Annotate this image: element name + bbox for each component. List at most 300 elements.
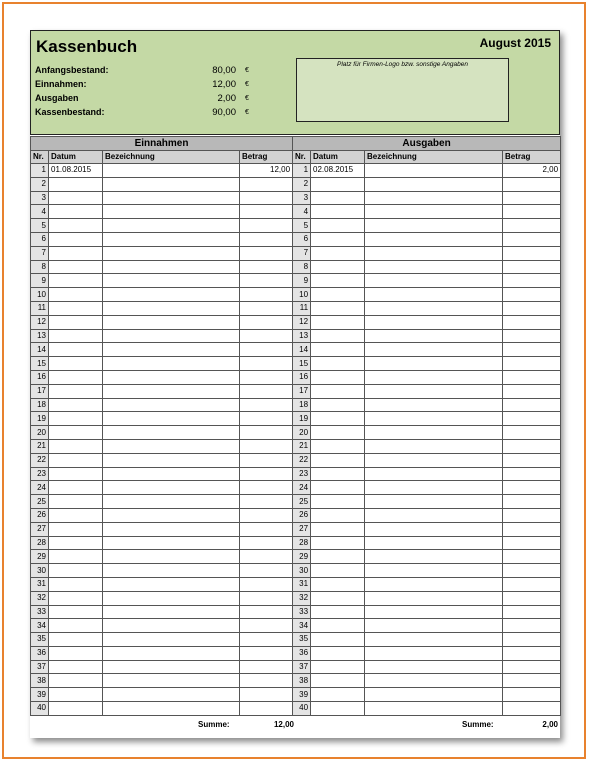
table-row xyxy=(31,508,561,522)
expense-amount-cell[interactable] xyxy=(503,301,561,315)
expense-desc-cell[interactable] xyxy=(365,426,503,440)
expense-amount-cell[interactable] xyxy=(503,619,561,633)
table-row xyxy=(31,536,561,550)
income-date-cell[interactable] xyxy=(49,522,103,536)
expense-desc-cell[interactable] xyxy=(365,591,503,605)
expense-date-cell[interactable] xyxy=(311,439,365,453)
income-col-desc: Bezeichnung xyxy=(103,151,240,164)
expense-amount-cell[interactable] xyxy=(503,329,561,343)
income-date-cell[interactable] xyxy=(49,646,103,660)
income-date-cell[interactable] xyxy=(49,384,103,398)
income-date-cell[interactable] xyxy=(49,702,103,716)
expense-date-cell[interactable] xyxy=(311,232,365,246)
income-date-cell[interactable] xyxy=(49,398,103,412)
expense-desc-cell[interactable] xyxy=(365,674,503,688)
expense-date-cell[interactable] xyxy=(311,522,365,536)
table-row xyxy=(31,191,561,205)
expense-amount-cell[interactable] xyxy=(503,205,561,219)
income-amount-cell[interactable] xyxy=(240,315,293,329)
income-amount-cell[interactable] xyxy=(240,674,293,688)
income-date-cell[interactable] xyxy=(49,426,103,440)
expense-desc-cell[interactable] xyxy=(365,467,503,481)
expense-date-cell[interactable] xyxy=(311,481,365,495)
income-desc-cell[interactable] xyxy=(103,646,240,660)
income-desc-cell[interactable] xyxy=(103,357,240,371)
expense-amount-cell[interactable] xyxy=(503,288,561,302)
expense-desc-cell[interactable] xyxy=(365,633,503,647)
table-row xyxy=(31,426,561,440)
expense-date-cell[interactable] xyxy=(311,315,365,329)
expense-row-nr: 37 xyxy=(293,660,311,674)
expense-amount-cell[interactable] xyxy=(503,481,561,495)
expense-date-cell[interactable] xyxy=(311,357,365,371)
expense-amount-cell[interactable] xyxy=(503,467,561,481)
income-desc-cell[interactable] xyxy=(103,412,240,426)
income-date-cell[interactable] xyxy=(49,177,103,191)
expense-date-cell[interactable] xyxy=(311,246,365,260)
income-desc-cell[interactable] xyxy=(103,301,240,315)
income-total-value: 12,00 xyxy=(212,79,236,90)
income-desc-cell[interactable] xyxy=(103,315,240,329)
expense-amount-cell[interactable] xyxy=(503,495,561,509)
income-date-cell[interactable] xyxy=(49,301,103,315)
income-amount-cell[interactable] xyxy=(240,274,293,288)
income-col-date: Datum xyxy=(49,151,103,164)
income-row-nr: 12 xyxy=(31,315,49,329)
expense-date-cell[interactable] xyxy=(311,646,365,660)
expense-date-cell[interactable] xyxy=(311,274,365,288)
income-desc-cell[interactable] xyxy=(103,467,240,481)
expense-desc-cell[interactable] xyxy=(365,357,503,371)
income-row-nr: 13 xyxy=(31,329,49,343)
income-amount-cell[interactable] xyxy=(240,219,293,233)
expense-amount-cell[interactable] xyxy=(503,370,561,384)
income-amount-cell[interactable] xyxy=(240,384,293,398)
expense-date-cell[interactable] xyxy=(311,467,365,481)
expense-date-cell[interactable] xyxy=(311,205,365,219)
income-date-cell[interactable] xyxy=(49,232,103,246)
income-date-cell[interactable] xyxy=(49,315,103,329)
expense-row-nr: 27 xyxy=(293,522,311,536)
income-amount-cell[interactable] xyxy=(240,619,293,633)
expense-date-cell[interactable] xyxy=(311,426,365,440)
income-amount-cell[interactable] xyxy=(240,633,293,647)
income-date-cell[interactable] xyxy=(49,605,103,619)
expense-amount-cell[interactable] xyxy=(503,660,561,674)
income-date-cell[interactable] xyxy=(49,633,103,647)
income-desc-cell[interactable] xyxy=(103,288,240,302)
income-row-nr: 7 xyxy=(31,246,49,260)
income-amount-cell[interactable] xyxy=(240,522,293,536)
expense-desc-cell[interactable] xyxy=(365,564,503,578)
income-desc-cell[interactable] xyxy=(103,439,240,453)
expense-date-cell[interactable] xyxy=(311,536,365,550)
income-amount-cell[interactable] xyxy=(240,536,293,550)
income-date-cell[interactable] xyxy=(49,591,103,605)
expense-amount-cell[interactable] xyxy=(503,688,561,702)
income-amount-cell[interactable] xyxy=(240,191,293,205)
table-row xyxy=(31,481,561,495)
expense-date-cell[interactable] xyxy=(311,619,365,633)
expense-date-cell[interactable] xyxy=(311,577,365,591)
income-row-nr: 14 xyxy=(31,343,49,357)
expense-desc-cell[interactable] xyxy=(365,508,503,522)
expense-amount-cell[interactable] xyxy=(503,177,561,191)
expense-row-nr: 26 xyxy=(293,508,311,522)
expense-desc-cell[interactable] xyxy=(365,619,503,633)
income-desc-cell[interactable] xyxy=(103,522,240,536)
income-amount-cell[interactable] xyxy=(240,702,293,716)
income-section-title: Einnahmen xyxy=(31,137,293,151)
income-amount-cell[interactable] xyxy=(240,412,293,426)
income-desc-cell[interactable] xyxy=(103,205,240,219)
income-date-cell[interactable] xyxy=(49,357,103,371)
expense-desc-cell[interactable] xyxy=(365,384,503,398)
expense-date-cell[interactable] xyxy=(311,674,365,688)
income-desc-cell[interactable] xyxy=(103,660,240,674)
income-row-nr: 37 xyxy=(31,660,49,674)
table-row xyxy=(31,577,561,591)
expense-desc-cell[interactable] xyxy=(365,343,503,357)
expense-date-cell[interactable] xyxy=(311,495,365,509)
expense-amount-cell[interactable] xyxy=(503,633,561,647)
expense-total-currency: € xyxy=(245,95,249,102)
expense-amount-cell[interactable] xyxy=(503,343,561,357)
income-row-nr: 11 xyxy=(31,301,49,315)
income-date-cell[interactable] xyxy=(49,370,103,384)
income-row-nr: 29 xyxy=(31,550,49,564)
expense-amount-cell[interactable] xyxy=(503,564,561,578)
expense-date-cell[interactable] xyxy=(311,660,365,674)
expense-desc-cell[interactable] xyxy=(365,453,503,467)
income-desc-cell[interactable] xyxy=(103,508,240,522)
income-amount-cell[interactable] xyxy=(240,605,293,619)
expense-amount-cell[interactable] xyxy=(503,274,561,288)
expense-date-cell[interactable]: 02.08.2015 xyxy=(311,164,365,178)
income-amount-cell[interactable] xyxy=(240,508,293,522)
income-desc-cell[interactable] xyxy=(103,370,240,384)
expense-desc-cell[interactable] xyxy=(365,481,503,495)
expense-amount-cell[interactable] xyxy=(503,315,561,329)
income-amount-cell[interactable] xyxy=(240,177,293,191)
income-amount-cell[interactable] xyxy=(240,260,293,274)
expense-amount-cell[interactable] xyxy=(503,674,561,688)
income-amount-cell[interactable] xyxy=(240,660,293,674)
income-amount-cell[interactable] xyxy=(240,246,293,260)
income-desc-cell[interactable] xyxy=(103,536,240,550)
expense-sum-label: Summe: xyxy=(462,720,494,729)
expense-amount-cell[interactable] xyxy=(503,605,561,619)
table-row xyxy=(31,495,561,509)
income-desc-cell[interactable] xyxy=(103,577,240,591)
income-date-cell[interactable] xyxy=(49,536,103,550)
expense-desc-cell[interactable] xyxy=(365,577,503,591)
expense-amount-cell[interactable] xyxy=(503,550,561,564)
expense-row-nr: 39 xyxy=(293,688,311,702)
income-desc-cell[interactable] xyxy=(103,384,240,398)
income-amount-cell[interactable] xyxy=(240,301,293,315)
income-date-cell[interactable] xyxy=(49,674,103,688)
income-desc-cell[interactable] xyxy=(103,191,240,205)
income-desc-cell[interactable] xyxy=(103,343,240,357)
income-date-cell[interactable] xyxy=(49,564,103,578)
income-date-cell[interactable] xyxy=(49,343,103,357)
expense-desc-cell[interactable] xyxy=(365,329,503,343)
expense-date-cell[interactable] xyxy=(311,591,365,605)
income-amount-cell[interactable] xyxy=(240,426,293,440)
expense-desc-cell[interactable] xyxy=(365,688,503,702)
expense-amount-cell[interactable] xyxy=(503,426,561,440)
expense-row-nr: 17 xyxy=(293,384,311,398)
expense-desc-cell[interactable] xyxy=(365,219,503,233)
income-date-cell[interactable] xyxy=(49,467,103,481)
table-row xyxy=(31,646,561,660)
expense-desc-cell[interactable] xyxy=(365,246,503,260)
expense-desc-cell[interactable] xyxy=(365,398,503,412)
income-amount-cell[interactable] xyxy=(240,232,293,246)
income-date-cell[interactable] xyxy=(49,219,103,233)
table-row xyxy=(31,660,561,674)
expense-date-cell[interactable] xyxy=(311,412,365,426)
expense-total-label: Ausgaben xyxy=(35,93,79,103)
expense-date-cell[interactable] xyxy=(311,550,365,564)
expense-total-value: 2,00 xyxy=(217,93,236,104)
sheet-header xyxy=(30,30,560,135)
income-desc-cell[interactable] xyxy=(103,688,240,702)
table-row xyxy=(31,329,561,343)
expense-amount-cell[interactable] xyxy=(503,191,561,205)
expense-amount-cell[interactable] xyxy=(503,246,561,260)
expense-date-cell[interactable] xyxy=(311,633,365,647)
income-amount-cell[interactable] xyxy=(240,370,293,384)
income-desc-cell[interactable] xyxy=(103,219,240,233)
income-amount-cell[interactable] xyxy=(240,495,293,509)
income-date-cell[interactable] xyxy=(49,660,103,674)
expense-date-cell[interactable] xyxy=(311,219,365,233)
expense-desc-cell[interactable] xyxy=(365,315,503,329)
income-date-cell[interactable] xyxy=(49,619,103,633)
income-amount-cell[interactable] xyxy=(240,205,293,219)
income-desc-cell[interactable] xyxy=(103,495,240,509)
income-date-cell[interactable] xyxy=(49,329,103,343)
expense-desc-cell[interactable] xyxy=(365,412,503,426)
expense-amount-cell[interactable] xyxy=(503,591,561,605)
income-total-currency: € xyxy=(245,81,249,88)
expense-date-cell[interactable] xyxy=(311,177,365,191)
expense-desc-cell[interactable] xyxy=(365,301,503,315)
cashbook-table xyxy=(30,136,561,716)
expense-desc-cell[interactable] xyxy=(365,702,503,716)
expense-amount-cell[interactable] xyxy=(503,232,561,246)
income-amount-cell[interactable] xyxy=(240,439,293,453)
expense-amount-cell[interactable]: 2,00 xyxy=(503,164,561,178)
expense-desc-cell[interactable] xyxy=(365,260,503,274)
expense-row-nr: 32 xyxy=(293,591,311,605)
sum-footer xyxy=(30,720,560,734)
expense-desc-cell[interactable] xyxy=(365,370,503,384)
income-amount-cell[interactable] xyxy=(240,481,293,495)
expense-row-nr: 30 xyxy=(293,564,311,578)
income-amount-cell[interactable] xyxy=(240,357,293,371)
income-row-nr: 38 xyxy=(31,674,49,688)
income-date-cell[interactable] xyxy=(49,550,103,564)
expense-date-cell[interactable] xyxy=(311,260,365,274)
income-desc-cell[interactable] xyxy=(103,177,240,191)
income-date-cell[interactable] xyxy=(49,481,103,495)
income-sum-label: Summe: xyxy=(198,720,230,729)
income-desc-cell[interactable] xyxy=(103,605,240,619)
expense-date-cell[interactable] xyxy=(311,329,365,343)
income-date-cell[interactable] xyxy=(49,260,103,274)
table-row xyxy=(31,301,561,315)
cashbook-rows xyxy=(31,164,561,716)
income-desc-cell[interactable] xyxy=(103,564,240,578)
expense-date-cell[interactable] xyxy=(311,605,365,619)
expense-date-cell[interactable] xyxy=(311,343,365,357)
income-date-cell[interactable] xyxy=(49,495,103,509)
expense-row-nr: 18 xyxy=(293,398,311,412)
expense-amount-cell[interactable] xyxy=(503,646,561,660)
opening-balance-label: Anfangsbestand: xyxy=(35,65,109,75)
expense-amount-cell[interactable] xyxy=(503,702,561,716)
income-desc-cell[interactable] xyxy=(103,398,240,412)
expense-desc-cell[interactable] xyxy=(365,536,503,550)
income-desc-cell[interactable] xyxy=(103,232,240,246)
income-row-nr: 4 xyxy=(31,205,49,219)
income-amount-cell[interactable] xyxy=(240,591,293,605)
income-row-nr: 17 xyxy=(31,384,49,398)
income-row-nr: 34 xyxy=(31,619,49,633)
expense-date-cell[interactable] xyxy=(311,688,365,702)
expense-desc-cell[interactable] xyxy=(365,164,503,178)
income-desc-cell[interactable] xyxy=(103,674,240,688)
income-date-cell[interactable] xyxy=(49,246,103,260)
expense-desc-cell[interactable] xyxy=(365,646,503,660)
table-row xyxy=(31,205,561,219)
table-row xyxy=(31,702,561,716)
income-row-nr: 36 xyxy=(31,646,49,660)
income-desc-cell[interactable] xyxy=(103,453,240,467)
expense-amount-cell[interactable] xyxy=(503,398,561,412)
expense-date-cell[interactable] xyxy=(311,398,365,412)
expense-desc-cell[interactable] xyxy=(365,191,503,205)
expense-date-cell[interactable] xyxy=(311,370,365,384)
expense-amount-cell[interactable] xyxy=(503,453,561,467)
expense-desc-cell[interactable] xyxy=(365,288,503,302)
income-date-cell[interactable] xyxy=(49,412,103,426)
income-amount-cell[interactable] xyxy=(240,453,293,467)
income-amount-cell[interactable] xyxy=(240,398,293,412)
expense-desc-cell[interactable] xyxy=(365,550,503,564)
income-desc-cell[interactable] xyxy=(103,702,240,716)
income-amount-cell[interactable] xyxy=(240,343,293,357)
expense-desc-cell[interactable] xyxy=(365,439,503,453)
expense-amount-cell[interactable] xyxy=(503,357,561,371)
income-desc-cell[interactable] xyxy=(103,633,240,647)
expense-amount-cell[interactable] xyxy=(503,536,561,550)
expense-date-cell[interactable] xyxy=(311,508,365,522)
expense-amount-cell[interactable] xyxy=(503,219,561,233)
income-date-cell[interactable] xyxy=(49,439,103,453)
income-amount-cell[interactable]: 12,00 xyxy=(240,164,293,178)
income-desc-cell[interactable] xyxy=(103,274,240,288)
expense-date-cell[interactable] xyxy=(311,564,365,578)
income-desc-cell[interactable] xyxy=(103,329,240,343)
income-date-cell[interactable] xyxy=(49,274,103,288)
expense-desc-cell[interactable] xyxy=(365,274,503,288)
expense-section-title: Ausgaben xyxy=(293,137,561,151)
expense-date-cell[interactable] xyxy=(311,453,365,467)
income-date-cell[interactable] xyxy=(49,205,103,219)
income-desc-cell[interactable] xyxy=(103,619,240,633)
expense-desc-cell[interactable] xyxy=(365,605,503,619)
income-amount-cell[interactable] xyxy=(240,577,293,591)
expense-row-nr: 1 xyxy=(293,164,311,178)
expense-amount-cell[interactable] xyxy=(503,260,561,274)
expense-row-nr: 29 xyxy=(293,550,311,564)
income-amount-cell[interactable] xyxy=(240,467,293,481)
income-amount-cell[interactable] xyxy=(240,688,293,702)
income-desc-cell[interactable] xyxy=(103,481,240,495)
table-row xyxy=(31,384,561,398)
income-date-cell[interactable] xyxy=(49,288,103,302)
expense-desc-cell[interactable] xyxy=(365,660,503,674)
income-desc-cell[interactable] xyxy=(103,550,240,564)
income-date-cell[interactable] xyxy=(49,508,103,522)
expense-row-nr: 16 xyxy=(293,370,311,384)
income-date-cell[interactable] xyxy=(49,577,103,591)
expense-row-nr: 31 xyxy=(293,577,311,591)
expense-date-cell[interactable] xyxy=(311,191,365,205)
expense-desc-cell[interactable] xyxy=(365,495,503,509)
expense-amount-cell[interactable] xyxy=(503,522,561,536)
expense-row-nr: 40 xyxy=(293,702,311,716)
income-amount-cell[interactable] xyxy=(240,550,293,564)
expense-desc-cell[interactable] xyxy=(365,232,503,246)
expense-amount-cell[interactable] xyxy=(503,577,561,591)
expense-date-cell[interactable] xyxy=(311,301,365,315)
expense-date-cell[interactable] xyxy=(311,384,365,398)
expense-date-cell[interactable] xyxy=(311,702,365,716)
income-desc-cell[interactable] xyxy=(103,591,240,605)
income-desc-cell[interactable] xyxy=(103,164,240,178)
income-date-cell[interactable] xyxy=(49,688,103,702)
income-amount-cell[interactable] xyxy=(240,564,293,578)
expense-date-cell[interactable] xyxy=(311,288,365,302)
expense-desc-cell[interactable] xyxy=(365,205,503,219)
expense-amount-cell[interactable] xyxy=(503,384,561,398)
income-date-cell[interactable] xyxy=(49,453,103,467)
income-amount-cell[interactable] xyxy=(240,646,293,660)
income-date-cell[interactable]: 01.08.2015 xyxy=(49,164,103,178)
expense-desc-cell[interactable] xyxy=(365,177,503,191)
income-row-nr: 21 xyxy=(31,439,49,453)
table-row xyxy=(31,177,561,191)
expense-desc-cell[interactable] xyxy=(365,522,503,536)
income-date-cell[interactable] xyxy=(49,191,103,205)
expense-amount-cell[interactable] xyxy=(503,412,561,426)
expense-amount-cell[interactable] xyxy=(503,439,561,453)
income-amount-cell[interactable] xyxy=(240,288,293,302)
income-desc-cell[interactable] xyxy=(103,426,240,440)
income-row-nr: 23 xyxy=(31,467,49,481)
expense-amount-cell[interactable] xyxy=(503,508,561,522)
income-desc-cell[interactable] xyxy=(103,246,240,260)
expense-row-nr: 25 xyxy=(293,495,311,509)
income-amount-cell[interactable] xyxy=(240,329,293,343)
table-row xyxy=(31,315,561,329)
income-desc-cell[interactable] xyxy=(103,260,240,274)
